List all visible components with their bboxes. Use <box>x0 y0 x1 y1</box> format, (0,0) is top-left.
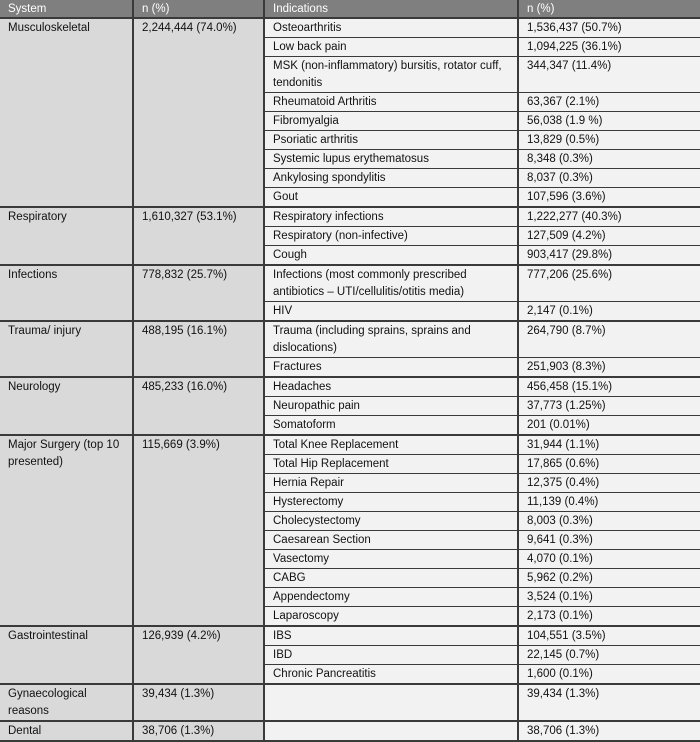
indication-name-cell: Hernia Repair <box>264 474 518 493</box>
indication-count-cell: 344,347 (11.4%) <box>518 57 700 93</box>
header-indication-n: n (%) <box>518 0 700 18</box>
indication-count-cell: 63,367 (2.1%) <box>518 93 700 112</box>
table-row <box>0 626 700 646</box>
header-system-n: n (%) <box>133 0 264 18</box>
indication-count-cell: 4,070 (0.1%) <box>518 550 700 569</box>
indication-count-cell: 251,903 (8.3%) <box>518 358 700 378</box>
indication-name-cell: Somatoform <box>264 416 518 436</box>
indication-count-cell: 39,434 (1.3%) <box>518 684 700 721</box>
indication-name-cell: Rheumatoid Arthritis <box>264 93 518 112</box>
system-name-cell: Musculoskeletal <box>0 18 133 207</box>
system-count-cell: 38,706 (1.3%) <box>133 721 264 741</box>
system-name-cell: Infections <box>0 265 133 321</box>
indication-count-cell: 1,600 (0.1%) <box>518 665 700 685</box>
indication-name-cell: Chronic Pancreatitis <box>264 665 518 685</box>
indication-name-cell: Gout <box>264 188 518 208</box>
table-row <box>0 321 700 358</box>
indication-name-cell: Low back pain <box>264 38 518 57</box>
table-row <box>0 377 700 397</box>
indication-name-cell: IBS <box>264 626 518 646</box>
table-row <box>0 207 700 227</box>
system-count-cell: 2,244,444 (74.0%) <box>133 18 264 207</box>
indication-name-cell: Appendectomy <box>264 588 518 607</box>
indication-count-cell: 31,944 (1.1%) <box>518 435 700 455</box>
table-row <box>0 435 700 455</box>
indication-count-cell: 107,596 (3.6%) <box>518 188 700 208</box>
indication-count-cell: 104,551 (3.5%) <box>518 626 700 646</box>
indication-name-cell: Vasectomy <box>264 550 518 569</box>
indication-name-cell: Psoriatic arthritis <box>264 131 518 150</box>
table-row <box>0 18 700 38</box>
indication-name-cell: Osteoarthritis <box>264 18 518 38</box>
system-name-cell: Dental <box>0 721 133 741</box>
system-count-cell: 115,669 (3.9%) <box>133 435 264 626</box>
header-indications: Indications <box>264 0 518 18</box>
indication-count-cell: 1,536,437 (50.7%) <box>518 18 700 38</box>
indication-count-cell: 3,524 (0.1%) <box>518 588 700 607</box>
system-count-cell: 1,610,327 (53.1%) <box>133 207 264 265</box>
indication-count-cell: 903,417 (29.8%) <box>518 246 700 266</box>
indication-name-cell: Cholecystectomy <box>264 512 518 531</box>
indication-name-cell: Laparoscopy <box>264 607 518 627</box>
indication-name-cell: Trauma (including sprains, sprains and dislocations) <box>264 321 518 358</box>
indication-count-cell: 56,038 (1.9 %) <box>518 112 700 131</box>
indication-count-cell: 8,003 (0.3%) <box>518 512 700 531</box>
indication-name-cell: Infections (most commonly prescribed antibiotics – UTI/cellulitis/otitis media) <box>264 265 518 302</box>
system-name-cell: Trauma/ injury <box>0 321 133 377</box>
indication-count-cell: 11,139 (0.4%) <box>518 493 700 512</box>
indication-name-cell: Cough <box>264 246 518 266</box>
indication-count-cell: 13,829 (0.5%) <box>518 131 700 150</box>
system-count-cell: 485,233 (16.0%) <box>133 377 264 435</box>
indication-count-cell: 1,222,277 (40.3%) <box>518 207 700 227</box>
indication-count-cell: 37,773 (1.25%) <box>518 397 700 416</box>
indication-name-cell: Systemic lupus erythematosus <box>264 150 518 169</box>
system-count-cell: 126,939 (4.2%) <box>133 626 264 684</box>
indication-count-cell: 22,145 (0.7%) <box>518 646 700 665</box>
indication-name-cell: IBD <box>264 646 518 665</box>
system-count-cell: 778,832 (25.7%) <box>133 265 264 321</box>
indication-name-cell: Fibromyalgia <box>264 112 518 131</box>
indication-count-cell: 17,865 (0.6%) <box>518 455 700 474</box>
indication-count-cell: 264,790 (8.7%) <box>518 321 700 358</box>
indication-name-cell: Ankylosing spondylitis <box>264 169 518 188</box>
indication-count-cell: 127,509 (4.2%) <box>518 227 700 246</box>
indication-count-cell: 8,037 (0.3%) <box>518 169 700 188</box>
indication-count-cell: 777,206 (25.6%) <box>518 265 700 302</box>
header-system: System <box>0 0 133 18</box>
indication-count-cell: 201 (0.01%) <box>518 416 700 436</box>
indication-count-cell: 2,147 (0.1%) <box>518 302 700 322</box>
indication-name-cell: Caesarean Section <box>264 531 518 550</box>
indication-count-cell: 1,094,225 (36.1%) <box>518 38 700 57</box>
indication-count-cell: 5,962 (0.2%) <box>518 569 700 588</box>
indication-count-cell: 9,641 (0.3%) <box>518 531 700 550</box>
indication-count-cell: 8,348 (0.3%) <box>518 150 700 169</box>
indication-name-cell: MSK (non-inflammatory) bursitis, rotator cuff, tendonitis <box>264 57 518 93</box>
system-count-cell: 488,195 (16.1%) <box>133 321 264 377</box>
system-name-cell: Gastrointestinal <box>0 626 133 684</box>
indication-count-cell: 456,458 (15.1%) <box>518 377 700 397</box>
indication-name-cell <box>264 684 518 721</box>
indication-name-cell: CABG <box>264 569 518 588</box>
table-body <box>0 18 700 741</box>
indication-count-cell: 2,173 (0.1%) <box>518 607 700 627</box>
table-row <box>0 684 700 721</box>
indication-name-cell: Total Hip Replacement <box>264 455 518 474</box>
indication-count-cell: 38,706 (1.3%) <box>518 721 700 741</box>
indication-name-cell: Total Knee Replacement <box>264 435 518 455</box>
indication-name-cell: Headaches <box>264 377 518 397</box>
indication-name-cell: Respiratory infections <box>264 207 518 227</box>
system-name-cell: Respiratory <box>0 207 133 265</box>
system-name-cell: Gynaecological reasons <box>0 684 133 721</box>
indication-name-cell: Neuropathic pain <box>264 397 518 416</box>
header-row <box>0 0 700 18</box>
system-name-cell: Major Surgery (top 10 presented) <box>0 435 133 626</box>
indication-name-cell <box>264 721 518 741</box>
indication-name-cell: HIV <box>264 302 518 322</box>
table-row <box>0 265 700 302</box>
indication-count-cell: 12,375 (0.4%) <box>518 474 700 493</box>
table-row <box>0 721 700 741</box>
system-name-cell: Neurology <box>0 377 133 435</box>
indication-name-cell: Respiratory (non-infective) <box>264 227 518 246</box>
indication-name-cell: Hysterectomy <box>264 493 518 512</box>
system-count-cell: 39,434 (1.3%) <box>133 684 264 721</box>
indication-name-cell: Fractures <box>264 358 518 378</box>
